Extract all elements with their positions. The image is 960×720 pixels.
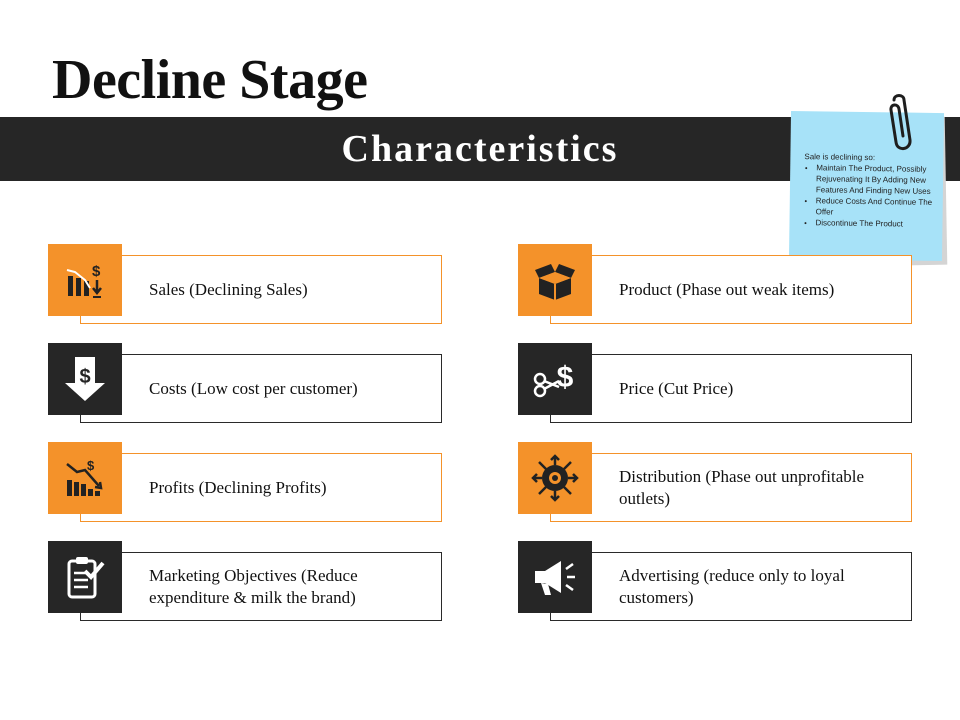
cost-down-arrow-icon <box>48 343 122 415</box>
note-item: • Discontinue The Product <box>815 217 932 230</box>
note-heading: Sale is declining so: <box>804 152 876 163</box>
svg-text:$: $ <box>556 361 574 394</box>
note-item: • Reduce Costs And Continue The Offer <box>816 195 933 219</box>
svg-text:$: $ <box>79 366 91 388</box>
band-label: Characteristics <box>341 128 619 170</box>
card-label: Sales (Declining Sales) <box>149 279 308 299</box>
distribution-hub-icon <box>518 442 592 514</box>
note-item: • Maintain The Product, Possibly Rejuvenating It By Adding New Features And Finding New Uses <box>816 162 933 197</box>
slide-title: Decline Stage <box>52 49 368 111</box>
sticky-note <box>789 111 944 261</box>
card-label: Distribution (Phase out unprofitable outlets) <box>619 466 865 508</box>
declining-sales-icon <box>48 244 122 316</box>
paperclip-icon <box>880 92 920 156</box>
megaphone-icon <box>518 541 592 613</box>
scissors-dollar-icon <box>518 343 592 415</box>
card-label: Profits (Declining Profits) <box>149 477 327 497</box>
card-label: Advertising (reduce only to loyal customers) <box>619 565 845 607</box>
clipboard-check-icon <box>48 541 122 613</box>
open-box-icon <box>518 244 592 316</box>
card-label: Costs (Low cost per customer) <box>149 378 358 398</box>
svg-text:$: $ <box>92 263 101 280</box>
svg-text:$: $ <box>87 458 95 473</box>
declining-profits-icon <box>48 442 122 514</box>
note-list <box>803 162 933 230</box>
card-label: Product (Phase out weak items) <box>619 279 835 299</box>
card-label: Price (Cut Price) <box>619 378 734 398</box>
card-label: Marketing Objectives (Reduce expenditure & milk the brand) <box>149 565 358 607</box>
